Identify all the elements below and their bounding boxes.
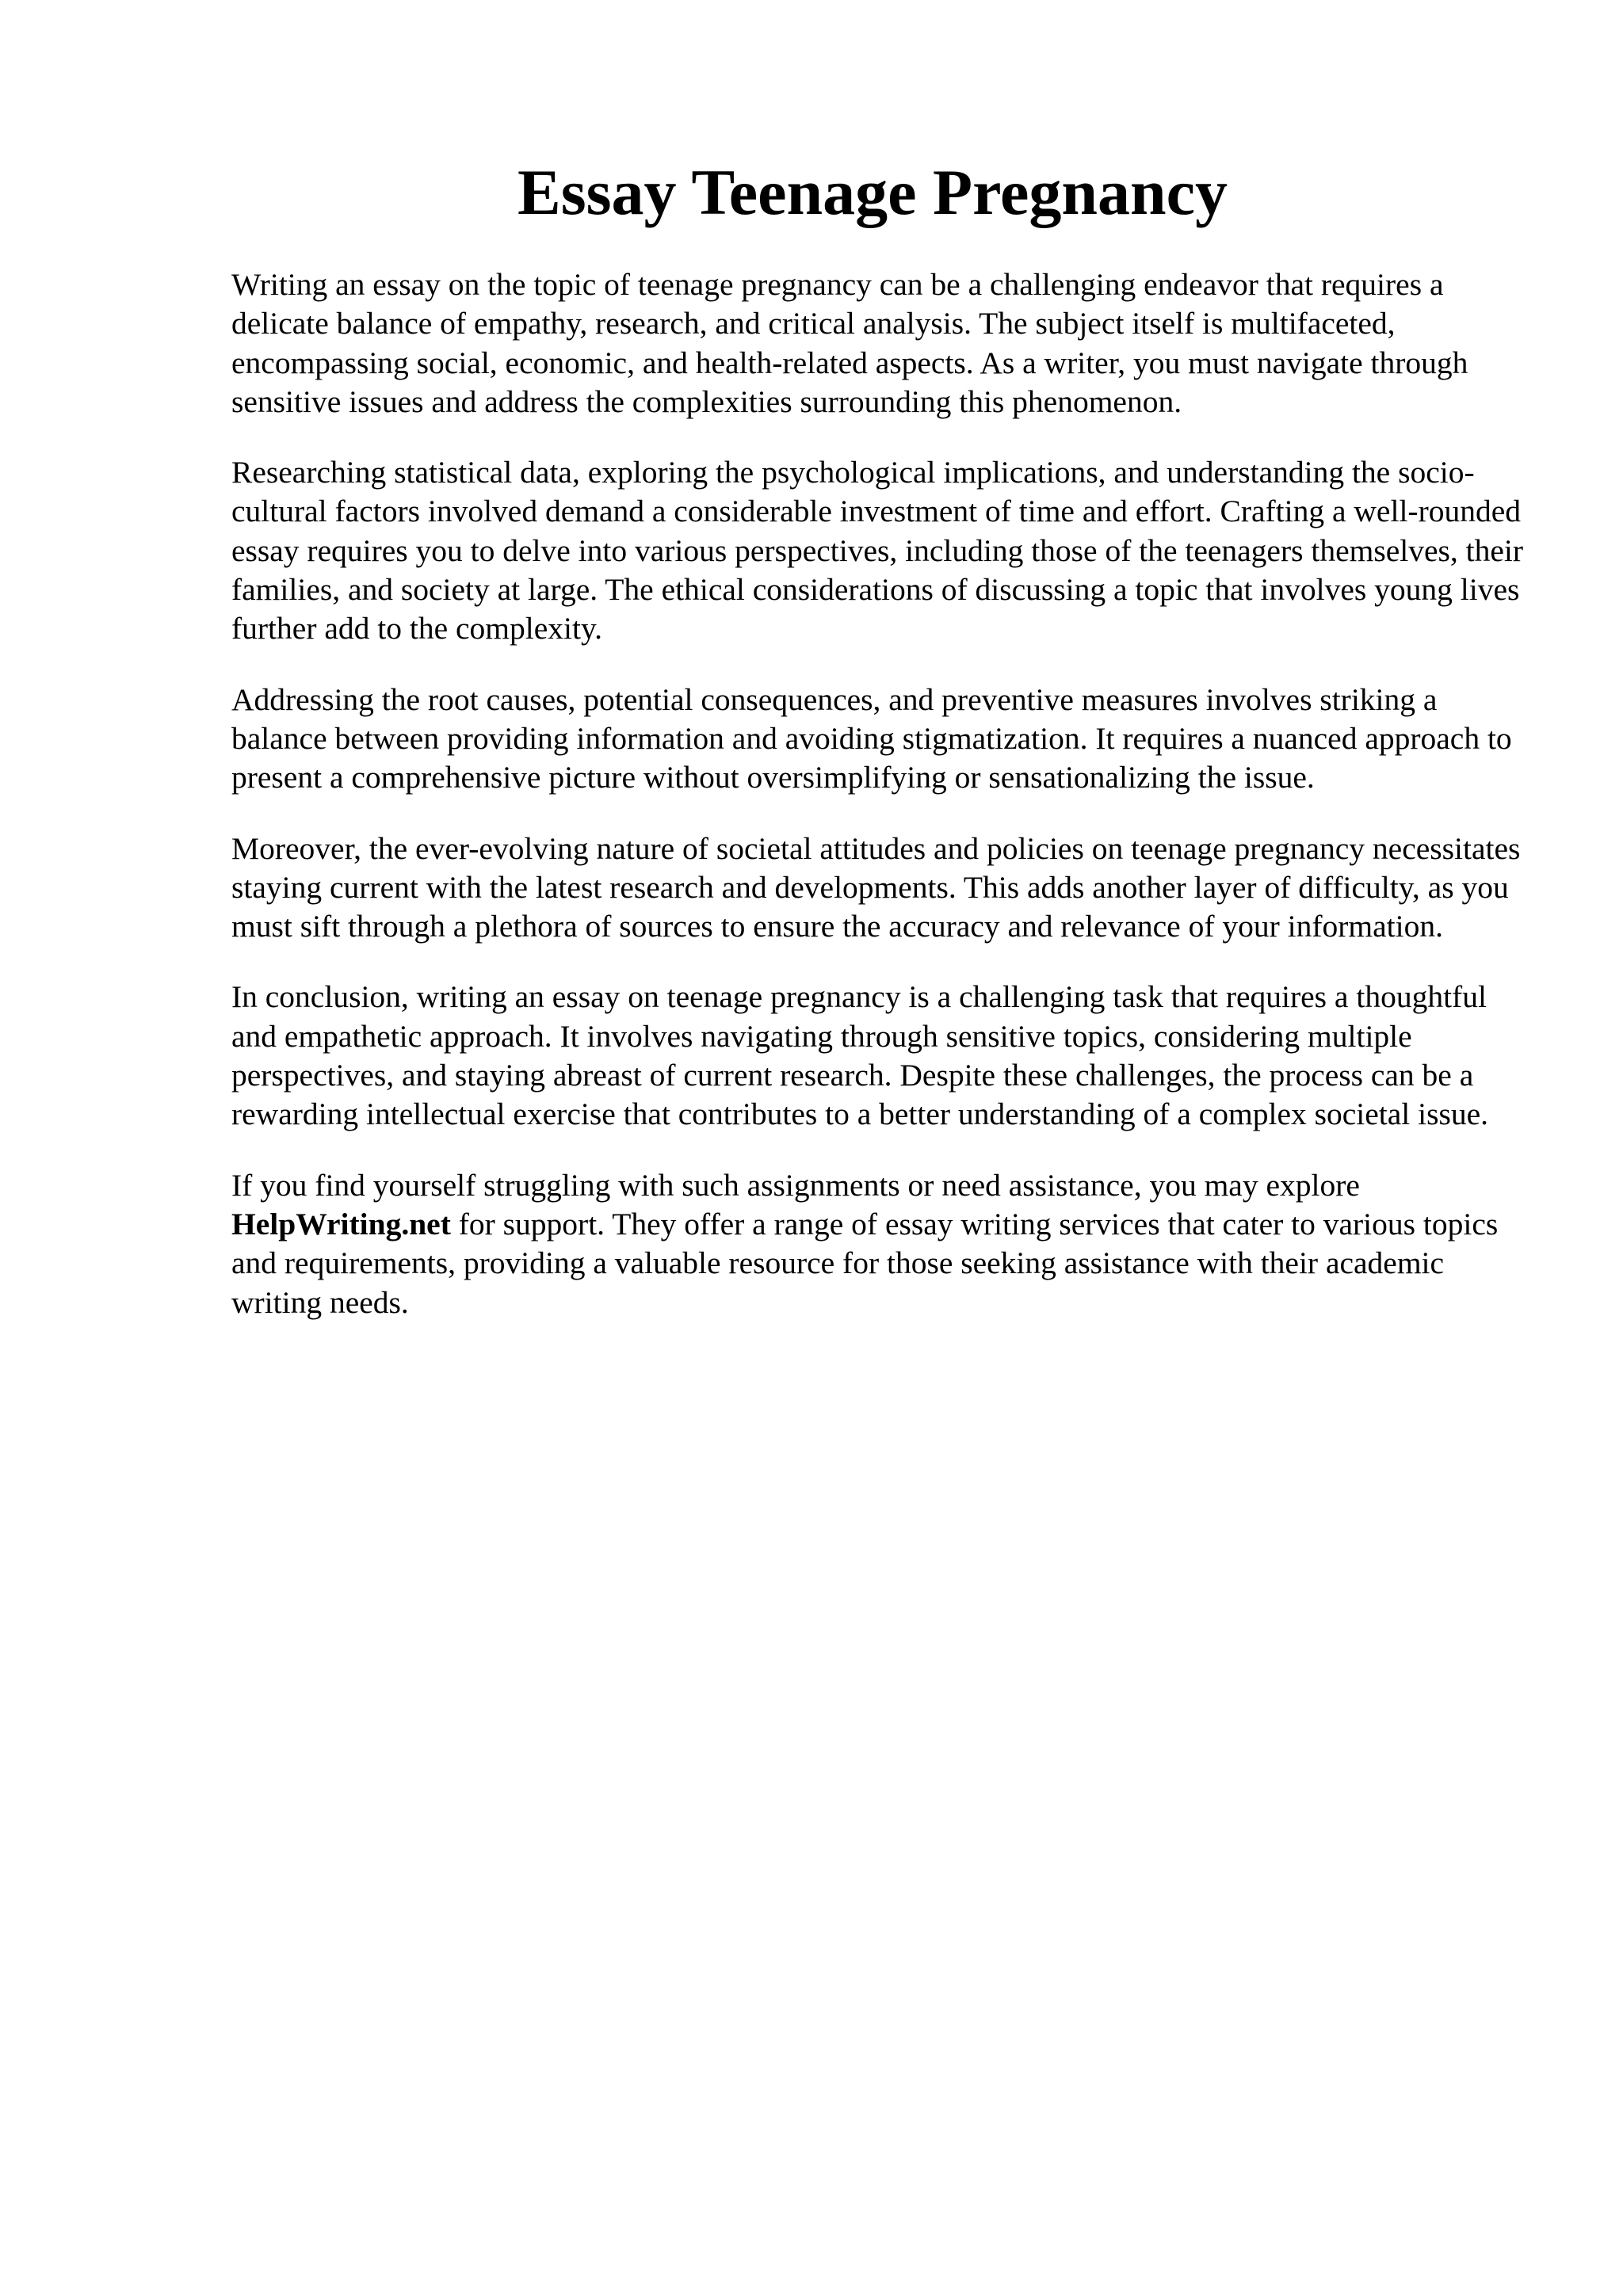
paragraph-intro: Writing an essay on the topic of teenage pregnancy can be a challenging endeavor that requires a delicate balance of empathy, research, and critical analysis. The subject itself is multifaceted, encompassing social, economic, and health-related aspects. As a writer, you must navigate through sensitive issues and address the complexities surrounding this phenomenon. bbox=[231, 267, 1468, 419]
paragraph-research: Researching statistical data, exploring the psychological implications, and understanding the socio-cultural factors involved demand a considerable investment of time and effort. Crafting a well-rounded essay requires you to delve into various perspectives, including those of the teenagers themselves, their families, and society at large. The ethical considerations of discussing a topic that involves young lives further add to the complexity. bbox=[231, 455, 1524, 646]
helpwriting-link[interactable]: HelpWriting.net bbox=[231, 1206, 451, 1241]
paragraph-evolving-attitudes: Moreover, the ever-evolving nature of societal attitudes and policies on teenage pregnancy necessitates staying current with the latest research and developments. This adds another layer of difficulty, as you must sift through a plethora of sources to ensure the accuracy and relevance of your information. bbox=[231, 830, 1521, 944]
closing-text-after-link: for support. They offer a range of essay writing services that cater to various topics and requirements, providing a valuable resource for those seeking assistance with their academic writing needs. bbox=[231, 1206, 1499, 1320]
paragraph-root-causes: Addressing the root causes, potential consequences, and preventive measures involves striking a balance between providing information and avoiding stigmatization. It requires a nuanced approach to present a comprehensive picture without oversimplifying or sensationalizing the issue. bbox=[231, 681, 1512, 795]
document-title: Essay Teenage Pregnancy bbox=[517, 156, 1228, 228]
paragraph-conclusion: In conclusion, writing an essay on teenage pregnancy is a challenging task that requires a thoughtful and empathetic approach. It involves navigating through sensitive topics, considering multiple perspectives, and staying abreast of current research. Despite these challenges, the process can be a rewarding intellectual exercise that contributes to a better understanding of a complex societal issue. bbox=[231, 979, 1489, 1132]
essay-body bbox=[231, 265, 1531, 1354]
paragraph-closing bbox=[231, 1166, 1531, 1322]
closing-text-before-link: If you find yourself struggling with such assignments or need assistance, you may explore bbox=[231, 1167, 1360, 1203]
